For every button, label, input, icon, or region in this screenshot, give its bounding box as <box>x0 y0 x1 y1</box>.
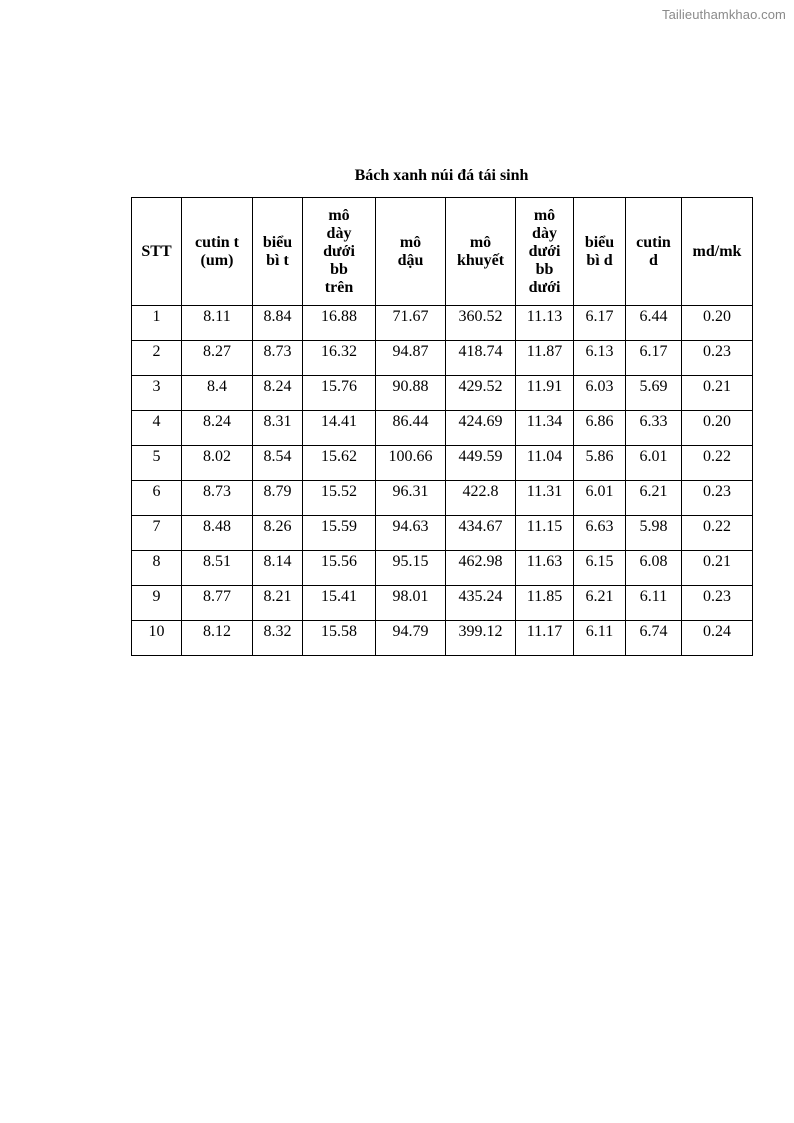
column-header <box>253 198 303 306</box>
table-cell: 429.52 <box>446 376 516 411</box>
column-header-line: cutin <box>636 233 671 251</box>
table-cell: 8.84 <box>253 306 303 341</box>
table-cell: 11.87 <box>516 341 574 376</box>
column-header-line: bì d <box>586 251 613 269</box>
table-cell: 6.44 <box>626 306 682 341</box>
column-header-line: cutin t <box>195 233 239 251</box>
header-row <box>132 198 753 306</box>
watermark-text: Tailieuthamkhao.com <box>661 7 786 22</box>
table-cell: 6.11 <box>626 586 682 621</box>
table-cell: 6.21 <box>626 481 682 516</box>
table-cell: 449.59 <box>446 446 516 481</box>
table-cell: 15.59 <box>303 516 376 551</box>
table-cell: 1 <box>132 306 182 341</box>
table-cell: 94.63 <box>376 516 446 551</box>
table-cell: 8 <box>132 551 182 586</box>
column-header <box>182 198 253 306</box>
table-cell: 8.51 <box>182 551 253 586</box>
table-cell: 8.48 <box>182 516 253 551</box>
table-cell: 434.67 <box>446 516 516 551</box>
column-header-line: dậu <box>397 251 424 269</box>
column-header-line: mô <box>328 206 350 224</box>
table-cell: 6.11 <box>574 621 626 656</box>
table-cell: 6.17 <box>574 306 626 341</box>
table-cell: 8.14 <box>253 551 303 586</box>
table-cell: 86.44 <box>376 411 446 446</box>
column-header-line: bì t <box>266 251 289 269</box>
table-row <box>132 586 753 621</box>
table-cell: 11.91 <box>516 376 574 411</box>
column-header <box>132 198 182 306</box>
column-header-line: STT <box>141 242 172 260</box>
table-cell: 8.73 <box>182 481 253 516</box>
table-row <box>132 516 753 551</box>
table-cell: 10 <box>132 621 182 656</box>
table-cell: 11.85 <box>516 586 574 621</box>
table-cell: 8.73 <box>253 341 303 376</box>
table-cell: 0.22 <box>682 516 753 551</box>
column-header <box>376 198 446 306</box>
table-cell: 98.01 <box>376 586 446 621</box>
table-cell: 8.21 <box>253 586 303 621</box>
column-header-line: bb <box>535 260 554 278</box>
column-header-line: mô <box>399 233 422 251</box>
table-cell: 6.33 <box>626 411 682 446</box>
column-header-line: dày <box>532 224 557 242</box>
table-row <box>132 411 753 446</box>
column-header <box>303 198 376 306</box>
table-cell: 6.17 <box>626 341 682 376</box>
table-cell: 6.13 <box>574 341 626 376</box>
table-cell: 6.08 <box>626 551 682 586</box>
table-cell: 6.74 <box>626 621 682 656</box>
table-cell: 6.03 <box>574 376 626 411</box>
table-header <box>132 198 753 306</box>
table-cell: 418.74 <box>446 341 516 376</box>
table-cell: 3 <box>132 376 182 411</box>
table-cell: 2 <box>132 341 182 376</box>
table-cell: 6.63 <box>574 516 626 551</box>
table-cell: 11.15 <box>516 516 574 551</box>
table-row <box>132 621 753 656</box>
table-cell: 8.12 <box>182 621 253 656</box>
column-header <box>626 198 682 306</box>
table-row <box>132 446 753 481</box>
table-cell: 15.52 <box>303 481 376 516</box>
table-cell: 0.21 <box>682 376 753 411</box>
table-cell: 0.21 <box>682 551 753 586</box>
table-cell: 399.12 <box>446 621 516 656</box>
table-cell: 11.63 <box>516 551 574 586</box>
table-cell: 0.20 <box>682 306 753 341</box>
table-cell: 360.52 <box>446 306 516 341</box>
table-row <box>132 376 753 411</box>
table-row <box>132 481 753 516</box>
column-header-line: trên <box>324 278 354 296</box>
table-cell: 6.01 <box>626 446 682 481</box>
table-cell: 4 <box>132 411 182 446</box>
column-header-line: d <box>649 251 658 269</box>
table-cell: 8.32 <box>253 621 303 656</box>
table-cell: 5.69 <box>626 376 682 411</box>
column-header-line: mô <box>469 233 492 251</box>
table-cell: 6.15 <box>574 551 626 586</box>
table-cell: 8.77 <box>182 586 253 621</box>
table-cell: 100.66 <box>376 446 446 481</box>
column-header-line: biểu <box>584 233 615 251</box>
table-cell: 15.76 <box>303 376 376 411</box>
table-cell: 5.86 <box>574 446 626 481</box>
table-cell: 15.62 <box>303 446 376 481</box>
table-cell: 11.04 <box>516 446 574 481</box>
table-cell: 8.02 <box>182 446 253 481</box>
table-cell: 5.98 <box>626 516 682 551</box>
table-cell: 0.23 <box>682 341 753 376</box>
table-cell: 422.8 <box>446 481 516 516</box>
table-cell: 16.88 <box>303 306 376 341</box>
column-header <box>682 198 753 306</box>
table-cell: 11.17 <box>516 621 574 656</box>
column-header-line: md/mk <box>692 242 742 260</box>
column-header-line: dưới <box>528 278 561 296</box>
table-cell: 15.56 <box>303 551 376 586</box>
table-cell: 8.24 <box>182 411 253 446</box>
column-header-line: dưới <box>528 242 561 260</box>
column-header-line: biểu <box>262 233 293 251</box>
table-body <box>132 306 753 656</box>
table-cell: 94.79 <box>376 621 446 656</box>
table-cell: 6.21 <box>574 586 626 621</box>
table-cell: 11.31 <box>516 481 574 516</box>
column-header-line: (um) <box>200 251 234 269</box>
table-cell: 14.41 <box>303 411 376 446</box>
table-cell: 15.41 <box>303 586 376 621</box>
table-cell: 16.32 <box>303 341 376 376</box>
table-row <box>132 341 753 376</box>
table-cell: 462.98 <box>446 551 516 586</box>
column-header <box>446 198 516 306</box>
column-header-line: mô <box>533 206 556 224</box>
table-cell: 8.11 <box>182 306 253 341</box>
table-title: Bách xanh núi đá tái sinh <box>354 167 529 184</box>
data-table <box>131 197 753 656</box>
table-cell: 8.4 <box>182 376 253 411</box>
table-cell: 96.31 <box>376 481 446 516</box>
table-cell: 6.86 <box>574 411 626 446</box>
column-header-line: dưới <box>323 242 355 260</box>
table-cell: 11.13 <box>516 306 574 341</box>
table-cell: 8.79 <box>253 481 303 516</box>
column-header-line: khuyết <box>456 251 505 269</box>
table-cell: 0.24 <box>682 621 753 656</box>
table-cell: 9 <box>132 586 182 621</box>
table-row <box>132 551 753 586</box>
table-cell: 8.24 <box>253 376 303 411</box>
table-cell: 15.58 <box>303 621 376 656</box>
table-cell: 8.54 <box>253 446 303 481</box>
table-cell: 7 <box>132 516 182 551</box>
table-cell: 5 <box>132 446 182 481</box>
table-cell: 424.69 <box>446 411 516 446</box>
table-cell: 0.20 <box>682 411 753 446</box>
table-cell: 8.26 <box>253 516 303 551</box>
table-cell: 11.34 <box>516 411 574 446</box>
table-cell: 95.15 <box>376 551 446 586</box>
table-row <box>132 306 753 341</box>
column-header <box>516 198 574 306</box>
table-cell: 8.27 <box>182 341 253 376</box>
table-cell: 71.67 <box>376 306 446 341</box>
column-header <box>574 198 626 306</box>
table-cell: 0.22 <box>682 446 753 481</box>
column-header-line: dày <box>326 224 352 242</box>
table-cell: 435.24 <box>446 586 516 621</box>
table-cell: 6 <box>132 481 182 516</box>
table-cell: 0.23 <box>682 586 753 621</box>
column-header-line: bb <box>330 260 348 278</box>
table-cell: 90.88 <box>376 376 446 411</box>
table-cell: 8.31 <box>253 411 303 446</box>
table-cell: 94.87 <box>376 341 446 376</box>
table-cell: 0.23 <box>682 481 753 516</box>
table-cell: 6.01 <box>574 481 626 516</box>
